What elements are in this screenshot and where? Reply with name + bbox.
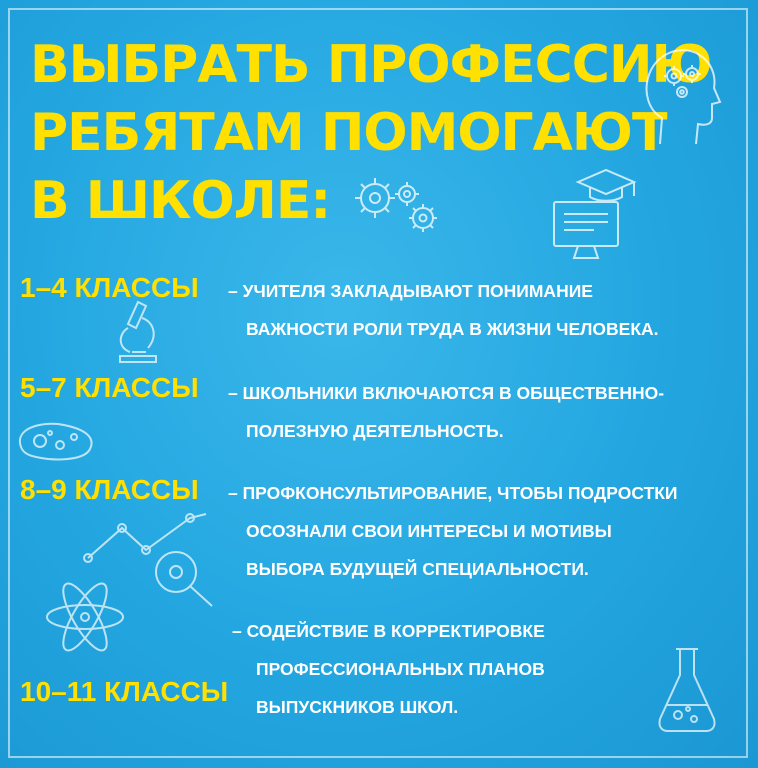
- grade-8-9: 8–9 КЛАССЫ: [20, 474, 199, 505]
- item-4-line-3: ВЫПУСКНИКОВ ШКОЛ.: [256, 697, 459, 717]
- grade-1-4: 1–4 КЛАССЫ: [20, 272, 199, 303]
- item-1-line-1: – УЧИТЕЛЯ ЗАКЛАДЫВАЮТ ПОНИМАНИЕ: [228, 281, 593, 301]
- atom-icon: [40, 582, 130, 652]
- gears-icon: [345, 172, 445, 240]
- title-line-1: ВЫБРАТЬ ПРОФЕССИЮ: [30, 35, 712, 95]
- title-line-3: В ШКОЛЕ:: [30, 171, 331, 231]
- item-2-line-2: ПОЛЕЗНУЮ ДЕЯТЕЛЬНОСТЬ.: [246, 421, 504, 441]
- grade-10-11: 10–11 КЛАССЫ: [20, 676, 229, 707]
- item-3-line-1: – ПРОФКОНСУЛЬТИРОВАНИЕ, ЧТОБЫ ПОДРОСТКИ: [228, 483, 678, 503]
- item-1-line-2: ВАЖНОСТИ РОЛИ ТРУДА В ЖИЗНИ ЧЕЛОВЕКА.: [246, 319, 659, 339]
- head-gears-icon: [640, 40, 722, 150]
- item-4-line-2: ПРОФЕССИОНАЛЬНЫХ ПЛАНОВ: [256, 659, 545, 679]
- grade-5-7: 5–7 КЛАССЫ: [20, 372, 199, 403]
- item-2-line-1: – ШКОЛЬНИКИ ВКЛЮЧАЮТСЯ В ОБЩЕСТВЕННО-: [228, 383, 665, 403]
- item-3-line-3: ВЫБОРА БУДУЩЕЙ СПЕЦИАЛЬНОСТИ.: [246, 559, 589, 579]
- title-line-2: РЕБЯТАМ ПОМОГАЮТ: [30, 103, 667, 163]
- item-4-line-1: – СОДЕЙСТВИЕ В КОРРЕКТИРОВКЕ: [232, 621, 545, 641]
- flask-icon: [652, 645, 722, 735]
- bacteria-icon: [14, 415, 98, 465]
- microscope-icon: [112, 298, 164, 364]
- graduation-computer-icon: [548, 168, 643, 268]
- item-3-line-2: ОСОЗНАЛИ СВОИ ИНТЕРЕСЫ И МОТИВЫ: [246, 521, 612, 541]
